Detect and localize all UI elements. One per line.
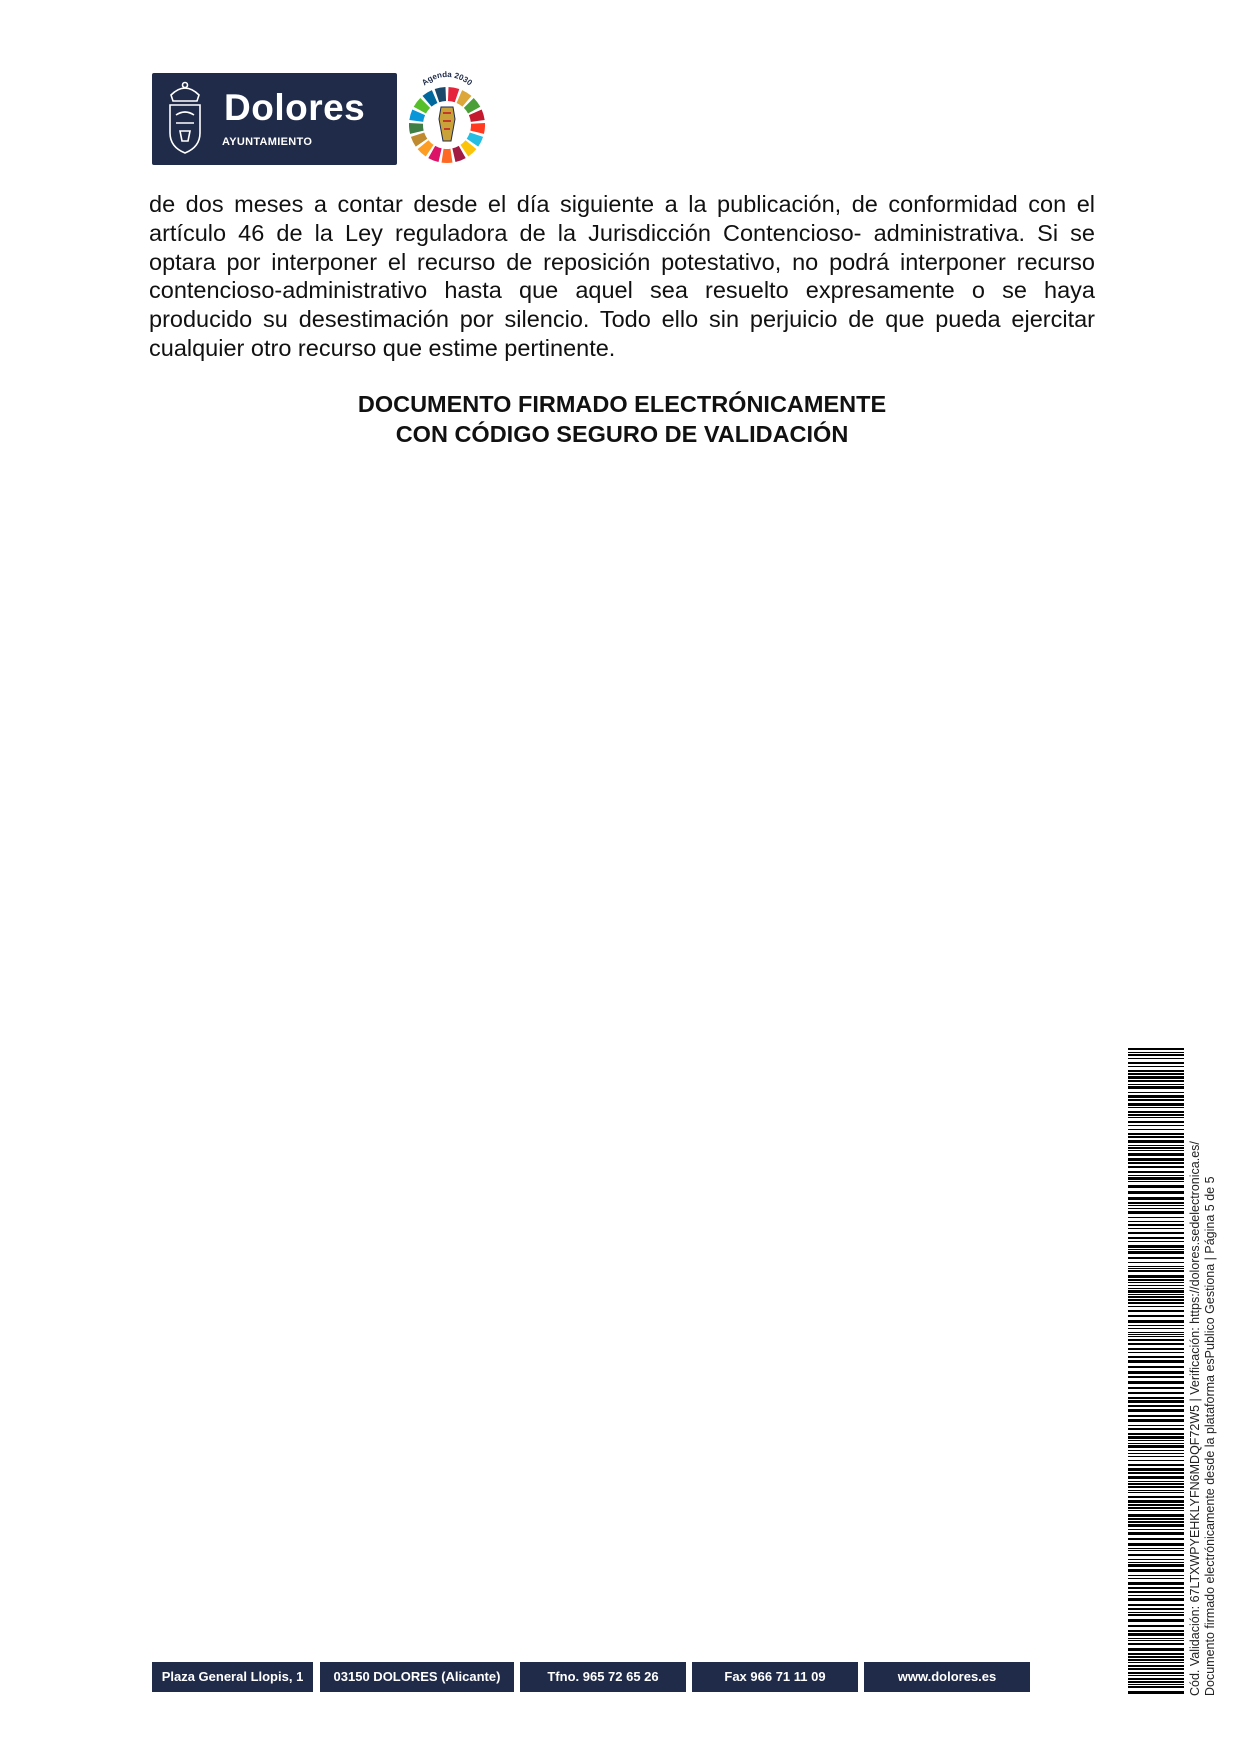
- barcode-bar: [1128, 1136, 1184, 1138]
- barcode-bar: [1128, 1062, 1184, 1064]
- barcode-bar: [1128, 1524, 1184, 1527]
- barcode-bar: [1128, 1296, 1184, 1298]
- verification-code-line: Cód. Validación: 67LTXWPYEHKLYFN6MDQF72W5 | Verificación: https://dolores.sedelectronica.es/: [1188, 1141, 1202, 1696]
- barcode-bar: [1128, 1275, 1184, 1278]
- barcode-bar: [1128, 1392, 1184, 1394]
- barcode-bar: [1128, 1133, 1184, 1135]
- barcode-bar: [1128, 1177, 1184, 1180]
- barcode-bar: [1128, 1445, 1184, 1448]
- barcode-bar: [1128, 1084, 1184, 1085]
- barcode-bar: [1128, 1245, 1184, 1248]
- barcode-bar: [1128, 1232, 1184, 1234]
- barcode-bar: [1128, 1381, 1184, 1384]
- barcode-bar: [1128, 1086, 1184, 1089]
- barcode-bar: [1128, 1630, 1184, 1632]
- barcode-bar: [1128, 1521, 1184, 1523]
- barcode-bar: [1128, 1453, 1184, 1454]
- barcode-bar: [1128, 1591, 1184, 1593]
- barcode-bar: [1128, 1175, 1184, 1176]
- barcode-bar: [1128, 1302, 1184, 1304]
- barcode-bar: [1128, 1166, 1184, 1168]
- agenda-label: Agenda 2030: [420, 70, 474, 88]
- barcode-bar: [1128, 1205, 1184, 1206]
- barcode-bar: [1128, 1348, 1184, 1350]
- validation-barcode: [1128, 1048, 1184, 1696]
- barcode-bar: [1128, 1371, 1184, 1374]
- barcode-bar: [1128, 1228, 1184, 1229]
- footer-web[interactable]: www.dolores.es: [864, 1662, 1030, 1692]
- signed-line-1: DOCUMENTO FIRMADO ELECTRÓNICAMENTE: [357, 391, 887, 417]
- barcode-bar: [1128, 1672, 1184, 1674]
- logo-title: Dolores: [224, 87, 366, 128]
- barcode-bar: [1128, 1315, 1184, 1317]
- barcode-bar: [1128, 1181, 1184, 1182]
- barcode-bar: [1128, 1464, 1184, 1466]
- barcode-bar: [1128, 1217, 1184, 1218]
- barcode-bar: [1128, 1548, 1184, 1549]
- sdg-ring-segment: [435, 87, 446, 102]
- barcode-bar: [1128, 1197, 1184, 1200]
- barcode-bar: [1128, 1653, 1184, 1655]
- barcode-bar: [1128, 1282, 1184, 1283]
- barcode-bar: [1128, 1066, 1184, 1067]
- barcode-bar: [1128, 1456, 1184, 1457]
- barcode-bar: [1128, 1460, 1184, 1461]
- barcode-bar: [1128, 1285, 1184, 1286]
- barcode-bar: [1128, 1202, 1184, 1204]
- barcode-bar: [1128, 1569, 1184, 1572]
- barcode-bar: [1128, 1266, 1184, 1267]
- barcode-bar: [1128, 1425, 1184, 1426]
- barcode-bar: [1128, 1185, 1184, 1188]
- barcode-bar: [1128, 1662, 1184, 1663]
- barcode-bar: [1128, 1150, 1184, 1151]
- barcode-bar: [1128, 1107, 1184, 1108]
- barcode-bar: [1128, 1656, 1184, 1658]
- barcode-bar: [1128, 1257, 1184, 1259]
- signed-line-2: CON CÓDIGO SEGURO DE VALIDACIÓN: [395, 421, 849, 447]
- barcode-bar: [1128, 1387, 1184, 1389]
- barcode-bar: [1128, 1481, 1184, 1482]
- barcode-bar: [1128, 1675, 1184, 1676]
- barcode-bar: [1128, 1103, 1184, 1106]
- barcode-bar: [1128, 1604, 1184, 1606]
- barcode-bar: [1128, 1262, 1184, 1263]
- footer-phone: Tfno. 965 72 65 26: [520, 1662, 686, 1692]
- barcode-bar: [1128, 1582, 1184, 1585]
- barcode-bar: [1128, 1114, 1184, 1116]
- barcode-bar: [1128, 1504, 1184, 1506]
- barcode-bar: [1128, 1415, 1184, 1417]
- barcode-bar: [1128, 1538, 1184, 1540]
- barcode-bar: [1128, 1336, 1184, 1337]
- barcode-bar: [1128, 1614, 1184, 1616]
- barcode-bar: [1128, 1400, 1184, 1403]
- barcode-bar: [1128, 1117, 1184, 1118]
- barcode-bar: [1128, 1320, 1184, 1323]
- barcode-bar: [1128, 1158, 1184, 1161]
- barcode-bar: [1128, 1419, 1184, 1422]
- barcode-bar: [1128, 1440, 1184, 1441]
- barcode-bar: [1128, 1554, 1184, 1556]
- barcode-bar: [1128, 1221, 1184, 1222]
- barcode-bar: [1128, 1514, 1184, 1517]
- sdg-ring-segment: [442, 149, 453, 163]
- barcode-bar: [1128, 1619, 1184, 1622]
- barcode-bar: [1128, 1241, 1184, 1242]
- barcode-bar: [1128, 1125, 1184, 1126]
- barcode-bar: [1128, 1587, 1184, 1589]
- barcode-bar: [1128, 1279, 1184, 1281]
- barcode-bar: [1128, 1397, 1184, 1399]
- barcode-bar: [1128, 1310, 1184, 1312]
- coat-of-arms-icon: [162, 79, 208, 159]
- barcode-bar: [1128, 1564, 1184, 1567]
- barcode-bar: [1128, 1612, 1184, 1613]
- barcode-bar: [1128, 1095, 1184, 1098]
- barcode-bar: [1128, 1147, 1184, 1149]
- barcode-bar: [1128, 1595, 1184, 1596]
- barcode-bar: [1128, 1483, 1184, 1485]
- barcode-bar: [1128, 1360, 1184, 1363]
- barcode-bar: [1128, 1121, 1184, 1123]
- barcode-bar: [1128, 1638, 1184, 1639]
- barcode-bar: [1128, 1237, 1184, 1239]
- resolution-paragraph: de dos meses a contar desde el día siguiente a la publicación, de conformidad con el artículo 46 de la Ley reguladora de la Jurisdicción Contencioso- administrativa. Si se optara por interponer el recurso de reposición potestativo, no podrá interponer recurso contencioso-administrativo hasta que aquel sea resuelto expresamente o se haya producido su desestimación por silencio. Todo ello sin perjuicio de que pueda ejercitar cualquier otro recurso que estime pertinente.: [149, 191, 1095, 361]
- sdg-ring-segment: [409, 123, 424, 134]
- barcode-bar: [1128, 1510, 1184, 1511]
- barcode-bar: [1128, 1643, 1184, 1645]
- barcode-bar: [1128, 1598, 1184, 1601]
- logo-subtitle: AYUNTAMIENTO: [222, 136, 313, 148]
- barcode-bar: [1128, 1678, 1184, 1680]
- signed-notice: [149, 389, 1095, 449]
- barcode-bar: [1128, 1366, 1184, 1368]
- barcode-bar: [1128, 1251, 1184, 1254]
- barcode-bar: [1128, 1500, 1184, 1503]
- barcode-bar: [1128, 1092, 1184, 1093]
- barcode-bar: [1128, 1550, 1184, 1551]
- barcode-bar: [1128, 1433, 1184, 1435]
- barcode-bar: [1128, 1076, 1184, 1079]
- barcode-bar: [1128, 1648, 1184, 1651]
- barcode-bar: [1128, 1058, 1184, 1059]
- barcode-bar: [1128, 1111, 1184, 1113]
- barcode-bar: [1128, 1468, 1184, 1471]
- barcode-bar: [1128, 1559, 1184, 1560]
- footer-city: 03150 DOLORES (Alicante): [320, 1662, 514, 1692]
- barcode-bar: [1128, 1145, 1184, 1146]
- barcode-bar: [1128, 1325, 1184, 1326]
- barcode-bar: [1128, 1608, 1184, 1610]
- svg-text:Agenda 2030: [420, 70, 474, 88]
- barcode-bar: [1128, 1334, 1184, 1335]
- barcode-bar: [1128, 1532, 1184, 1535]
- barcode-bar: [1128, 1080, 1184, 1082]
- barcode-bar: [1128, 1496, 1184, 1498]
- verification-text: [1188, 1036, 1217, 1696]
- barcode-bar: [1128, 1356, 1184, 1358]
- barcode-bar: [1128, 1140, 1184, 1143]
- barcode-bar: [1128, 1428, 1184, 1430]
- barcode-bar: [1128, 1299, 1184, 1301]
- barcode-bar: [1128, 1681, 1184, 1683]
- barcode-bar: [1128, 1507, 1184, 1509]
- barcode-bar: [1128, 1518, 1184, 1520]
- barcode-bar: [1128, 1659, 1184, 1661]
- sdg-ring-segment: [470, 123, 485, 134]
- verification-platform-line: Documento firmado electrónicamente desde la plataforma esPublico Gestiona | Página 5 de 5: [1202, 1176, 1217, 1696]
- barcode-bar: [1128, 1633, 1184, 1636]
- barcode-bar: [1128, 1376, 1184, 1378]
- barcode-bar: [1128, 1153, 1184, 1156]
- footer-address: Plaza General Llopis, 1: [152, 1662, 313, 1692]
- barcode-bar: [1128, 1543, 1184, 1546]
- barcode-bar: [1128, 1211, 1184, 1214]
- barcode-bar: [1128, 1288, 1184, 1289]
- barcode-bar: [1128, 1472, 1184, 1474]
- ayuntamiento-logo: [152, 73, 397, 165]
- agenda-2030-logo: [402, 70, 492, 168]
- barcode-bar: [1128, 1668, 1184, 1670]
- barcode-bar: [1128, 1352, 1184, 1353]
- barcode-bar: [1128, 1409, 1184, 1412]
- barcode-bar: [1128, 1328, 1184, 1329]
- barcode-bar: [1128, 1162, 1184, 1164]
- barcode-bar: [1128, 1450, 1184, 1451]
- barcode-bar: [1128, 1575, 1184, 1576]
- barcode-bar: [1128, 1490, 1184, 1491]
- barcode-bar: [1128, 1099, 1184, 1101]
- barcode-bar: [1128, 1208, 1184, 1209]
- barcode-bar: [1128, 1224, 1184, 1226]
- barcode-bar: [1128, 1054, 1184, 1056]
- barcode-bar: [1128, 1529, 1184, 1530]
- barcode-bar: [1128, 1048, 1184, 1050]
- barcode-bar: [1128, 1070, 1184, 1072]
- barcode-bar: [1128, 1171, 1184, 1173]
- barcode-bar: [1128, 1339, 1184, 1341]
- barcode-bar: [1128, 1443, 1184, 1444]
- barcode-bar: [1128, 1640, 1184, 1641]
- barcode-bar: [1128, 1290, 1184, 1293]
- barcode-bar: [1128, 1191, 1184, 1194]
- barcode-bar: [1128, 1343, 1184, 1345]
- barcode-bar: [1128, 1332, 1184, 1333]
- barcode-bar: [1128, 1691, 1184, 1694]
- barcode-bar: [1128, 1486, 1184, 1488]
- barcode-bar: [1128, 1306, 1184, 1307]
- barcode-bar: [1128, 1405, 1184, 1407]
- barcode-bar: [1128, 1625, 1184, 1627]
- barcode-bar: [1128, 1294, 1184, 1295]
- barcode-bar: [1128, 1578, 1184, 1579]
- barcode-bar: [1128, 1684, 1184, 1685]
- barcode-bar: [1128, 1436, 1184, 1439]
- barcode-bar: [1128, 1686, 1184, 1688]
- barcode-bar: [1128, 1492, 1184, 1493]
- barcode-bar: [1128, 1073, 1184, 1075]
- barcode-bar: [1128, 1562, 1184, 1563]
- footer-fax: Fax 966 71 11 09: [692, 1662, 858, 1692]
- barcode-bar: [1128, 1052, 1184, 1053]
- barcode-bar: [1128, 1249, 1184, 1250]
- barcode-bar: [1128, 1476, 1184, 1479]
- barcode-bar: [1128, 1665, 1184, 1667]
- barcode-bar: [1128, 1268, 1184, 1269]
- barcode-bar: [1128, 1270, 1184, 1272]
- barcode-bar: [1128, 1129, 1184, 1130]
- sdg-ring-segment: [448, 87, 459, 102]
